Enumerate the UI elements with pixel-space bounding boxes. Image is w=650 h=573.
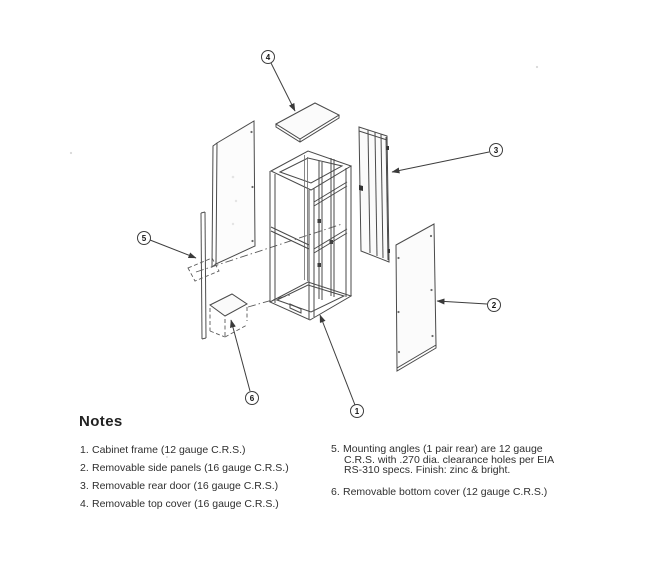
note-number: 3.	[80, 480, 89, 492]
notes-heading: Notes	[79, 413, 123, 430]
note-text: Removable rear door (16 gauge C.R.S.)	[92, 480, 279, 492]
callout-number: 3	[493, 146, 499, 155]
callout-6	[231, 320, 259, 405]
callout-5	[138, 232, 197, 259]
note-item-1	[80, 444, 246, 456]
callout-3	[392, 144, 503, 173]
note-item-5-line-3: RS-310 specs. Finish: zinc & bright.	[344, 464, 511, 476]
note-number: 2.	[80, 462, 89, 474]
note-number: 6.	[331, 486, 340, 498]
door-latch	[359, 185, 363, 191]
note-text: Removable top cover (16 gauge C.R.S.)	[92, 498, 279, 510]
callout-number: 2	[491, 301, 497, 310]
note-text: Cabinet frame (12 gauge C.R.S.)	[92, 444, 246, 456]
callout-4	[262, 51, 296, 112]
cabinet-frame-part	[270, 151, 351, 320]
note-text: Removable side panels (16 gauge C.R.S.)	[92, 462, 289, 474]
callout-number: 6	[249, 394, 255, 403]
left-side-panel-part	[212, 121, 255, 267]
note-item-2	[80, 462, 289, 474]
note-item-3	[80, 480, 278, 492]
note-item-4	[80, 498, 279, 510]
callout-number: 5	[141, 234, 147, 243]
callout-number: 1	[354, 407, 360, 416]
callout-number: 4	[265, 53, 271, 62]
note-item-6	[331, 486, 547, 498]
note-text: Mounting angles (1 pair rear) are 12 gauge	[343, 443, 543, 455]
top-cover-part	[276, 103, 339, 142]
mounting-angle-part	[201, 212, 206, 339]
right-side-panel-part	[396, 224, 436, 371]
rear-door-part	[359, 127, 390, 262]
note-number: 1.	[80, 444, 89, 456]
bottom-cover-part	[210, 294, 247, 337]
note-item-5-line-2: C.R.S. with .270 dia. clearance holes per EIA	[344, 453, 555, 466]
note-number: 5.	[331, 443, 340, 455]
note-text: Removable bottom cover (12 gauge C.R.S.)	[343, 486, 548, 498]
callout-2	[437, 299, 501, 312]
note-number: 4.	[80, 498, 89, 510]
callout-1	[320, 315, 364, 418]
